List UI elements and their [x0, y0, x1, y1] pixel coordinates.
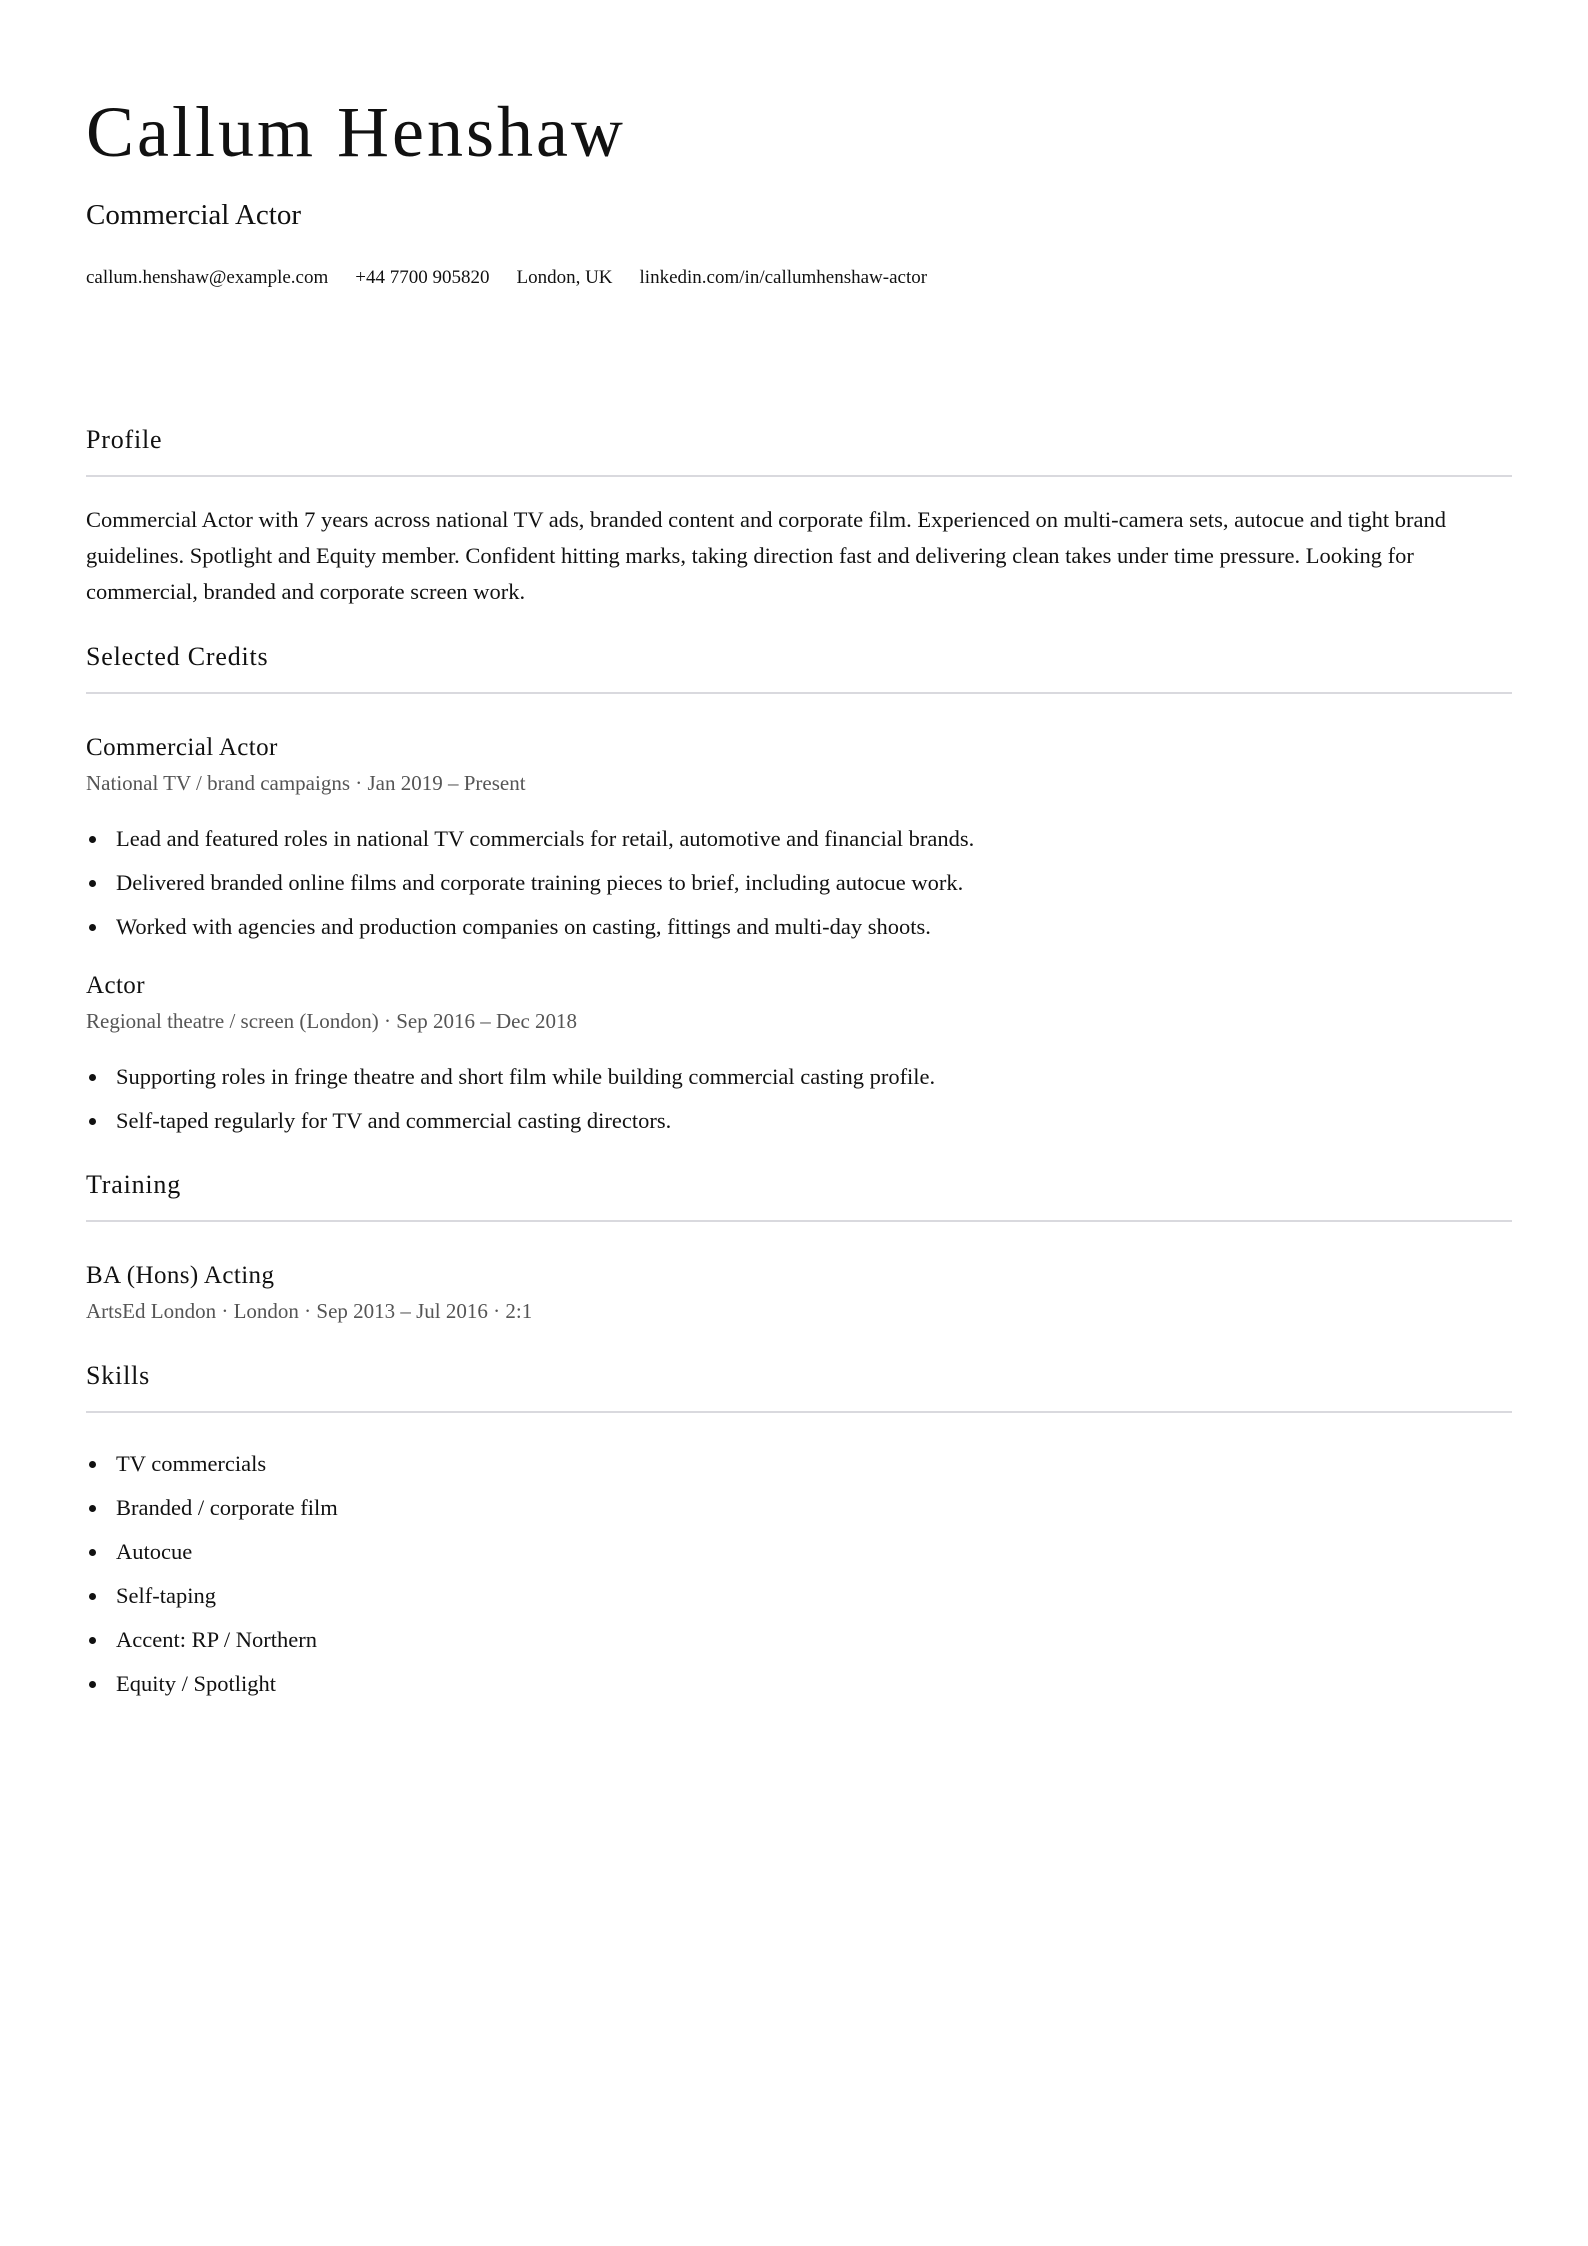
skills-divider — [86, 1411, 1512, 1413]
contact-location: London, UK — [516, 267, 613, 288]
candidate-role: Commercial Actor — [86, 199, 302, 231]
credits-heading: Selected Credits — [86, 642, 269, 671]
profile-divider — [86, 475, 1512, 477]
training-heading: Training — [86, 1170, 182, 1199]
credit-meta: Regional theatre / screen (London) · Sep 2016 – Dec 2018 — [86, 1009, 578, 1033]
skill-item: Self-taping — [86, 1574, 338, 1618]
bullet-item: Worked with agencies and production companies on casting, fittings and multi-day shoots. — [86, 905, 974, 949]
credit-title: Actor — [86, 972, 145, 999]
candidate-name: Callum Henshaw — [86, 92, 626, 172]
credit-bullets — [86, 1055, 935, 1143]
contact-linkedin[interactable]: linkedin.com/in/callumhenshaw-actor — [639, 267, 928, 288]
bullet-item: Self-taped regularly for TV and commercial casting directors. — [86, 1099, 935, 1143]
profile-text: Commercial Actor with 7 years across national TV ads, branded content and corporate film. Experienced on multi-camera sets, autocue and tight brand guidelines. Spotlight and Equity member. Confident hitting marks, taking direction fast and delivering clean takes under time pressure. Looking for commercial, branded and corporate screen work. — [86, 507, 1446, 604]
credit-meta: National TV / brand campaigns · Jan 2019 – Present — [86, 771, 526, 795]
skill-item: Autocue — [86, 1530, 338, 1574]
bullet-item: Supporting roles in fringe theatre and short film while building commercial casting profile. — [86, 1055, 935, 1099]
skill-item: Equity / Spotlight — [86, 1662, 338, 1706]
skill-item: Branded / corporate film — [86, 1486, 338, 1530]
skills-list — [86, 1442, 338, 1706]
skill-item: Accent: RP / Northern — [86, 1618, 338, 1662]
training-title: BA (Hons) Acting — [86, 1262, 275, 1289]
credits-divider — [86, 692, 1512, 694]
skills-heading: Skills — [86, 1361, 151, 1390]
contact-email[interactable]: callum.henshaw@example.com — [86, 267, 329, 288]
bullet-item: Delivered branded online films and corporate training pieces to brief, including autocue work. — [86, 861, 974, 905]
bullet-item: Lead and featured roles in national TV commercials for retail, automotive and financial brands. — [86, 817, 974, 861]
credit-bullets — [86, 817, 974, 949]
training-meta: ArtsEd London · London · Sep 2013 – Jul 2016 · 2:1 — [86, 1299, 533, 1323]
training-divider — [86, 1220, 1512, 1222]
contact-row — [86, 266, 927, 290]
skill-item: TV commercials — [86, 1442, 338, 1486]
credit-title: Commercial Actor — [86, 734, 278, 761]
profile-heading: Profile — [86, 425, 163, 454]
contact-phone[interactable]: +44 7700 905820 — [355, 267, 490, 288]
